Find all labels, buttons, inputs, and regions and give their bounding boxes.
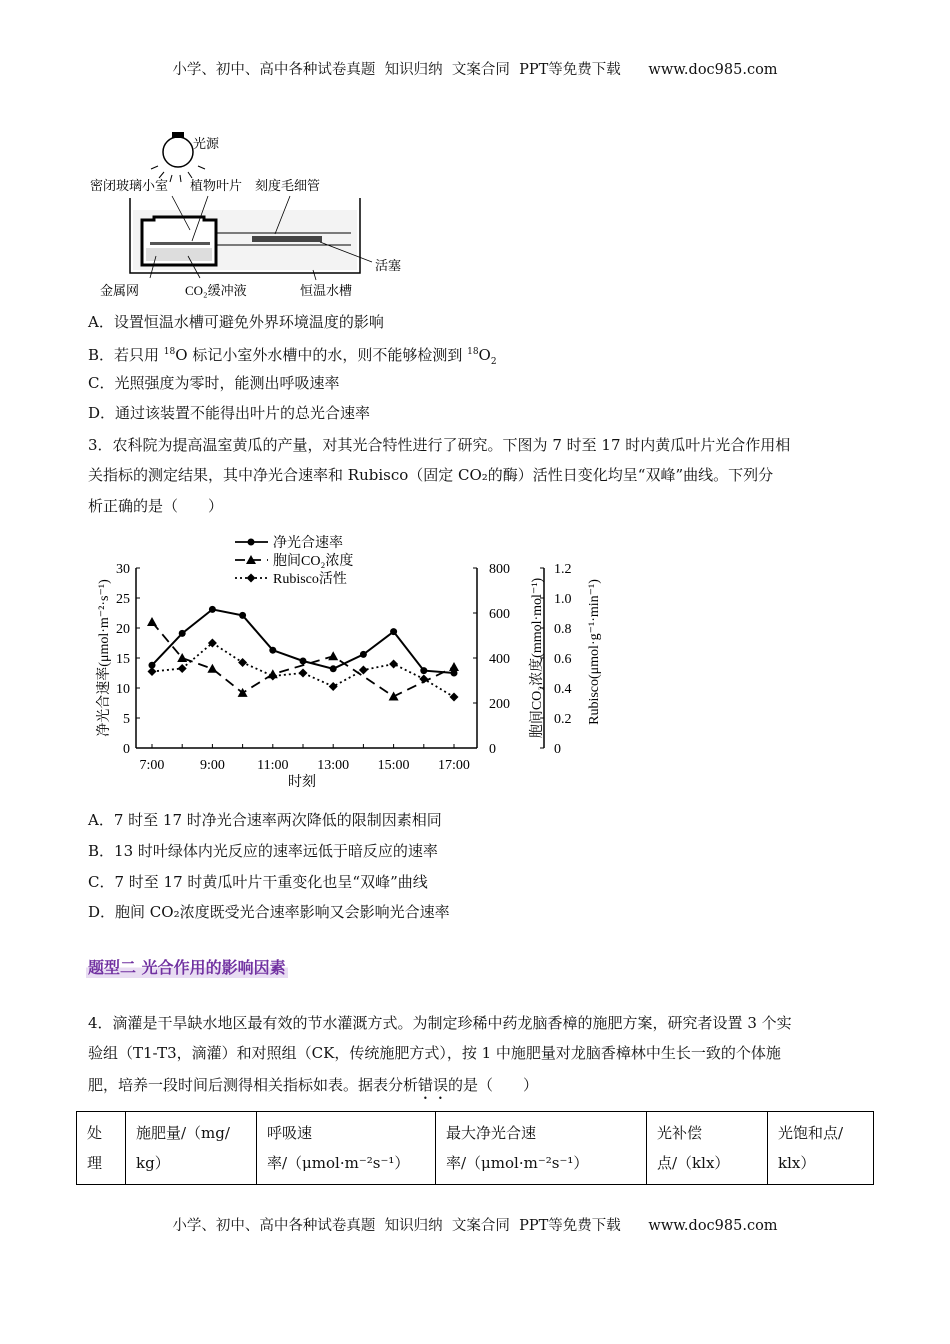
data-point [209, 606, 216, 613]
data-point [360, 651, 367, 658]
data-point [268, 672, 277, 681]
data-point [389, 660, 398, 669]
data-point [148, 667, 157, 676]
legend-label: 净光合速率 [273, 536, 343, 551]
x-tick-label: 13:00 [317, 758, 350, 773]
data-point [328, 651, 338, 660]
y-axis-label: 胞间CO₂浓度(mmol·mol⁻¹) [530, 577, 545, 739]
data-point [178, 664, 187, 673]
y-tick-label: 0.4 [554, 682, 572, 697]
x-axis-label: 时刻 [288, 775, 316, 790]
header-cell: 最大净光合速 率/（μmol·m⁻²s⁻¹） [436, 1112, 647, 1185]
y-tick-label: 30 [116, 562, 130, 577]
data-point [299, 669, 308, 678]
y-tick-label: 0.8 [554, 622, 572, 637]
header-cell: 光饱和点/ klx） [768, 1112, 874, 1185]
y-tick-label: 0.6 [554, 652, 572, 667]
svg-text:刻度毛细管: 刻度毛细管 [255, 178, 321, 193]
header-cell: 施肥量/（mg/ kg） [126, 1112, 257, 1185]
data-point [329, 682, 338, 691]
y-axis-label: 净光合速率(μmol·m⁻²·s⁻¹) [97, 579, 112, 737]
data-point [330, 665, 337, 672]
y-tick-label: 1.2 [554, 562, 572, 577]
data-point [207, 664, 217, 673]
y-tick-label: 0.2 [554, 712, 572, 727]
data-point [238, 658, 247, 667]
y-tick-label: 800 [489, 562, 510, 577]
data-point [449, 662, 459, 671]
y-tick-label: 0 [123, 742, 130, 757]
data-point [420, 667, 427, 674]
svg-text:CO₂缓冲液: CO₂缓冲液 [185, 283, 247, 298]
q3-option-d: D．胞间 CO₂浓度既受光合速率影响又会影响光合速率 [88, 903, 450, 921]
q2-option-c: C．光照强度为零时，能测出呼吸速率 [88, 374, 340, 392]
x-tick-label: 11:00 [257, 758, 289, 773]
data-point [359, 666, 368, 675]
data-point [419, 675, 428, 684]
q3-text: 析正确的是（ ） [88, 497, 224, 515]
y-tick-label: 0 [489, 742, 496, 757]
x-tick-label: 7:00 [139, 758, 165, 773]
y-tick-label: 15 [116, 652, 130, 667]
q2-option-b: B．若只用 $^{18}$O 标记小室外水槽中的水，则不能够检测到 $^{18}O_2$ [88, 346, 497, 367]
q2-option-d: D．通过该装置不能得出叶片的总光合速率 [88, 404, 371, 422]
legend-label: 胞间CO₂浓度 [273, 554, 354, 569]
data-point [147, 617, 157, 626]
legend-label: Rubisco活性 [273, 572, 347, 587]
x-tick-label: 15:00 [377, 758, 410, 773]
y-tick-label: 0 [554, 742, 561, 757]
data-point [247, 574, 256, 583]
data-point [389, 691, 399, 700]
x-tick-label: 17:00 [438, 758, 470, 773]
y-tick-label: 600 [489, 607, 510, 622]
data-table [76, 1111, 874, 1185]
q4-text: 4．滴灌是干旱缺水地区最有效的节水灌溉方式。为制定珍稀中药龙脑香樟的施肥方案，研究者设置 3 个实 [88, 1014, 792, 1032]
table-header-row [77, 1112, 874, 1185]
y-tick-label: 25 [116, 592, 130, 607]
y-tick-label: 200 [489, 697, 510, 712]
q3-text: 关指标的测定结果，其中净光合速率和 Rubisco（固定 CO₂的酶）活性日变化均呈“双峰”曲线。下列分 [88, 466, 774, 484]
q3-option-c: C．7 时至 17 时黄瓜叶片干重变化也呈“双峰”曲线 [88, 873, 428, 891]
header-cell: 处 理 [77, 1112, 126, 1185]
header-cell: 呼吸速 率/（μmol·m⁻²s⁻¹） [257, 1112, 436, 1185]
q3-text: 3．农科院为提高温室黄瓜的产量，对其光合特性进行了研究。下图为 7 时至 17 时内黄瓜叶片光合作用相 [88, 436, 791, 454]
data-point [269, 647, 276, 654]
q3-option-a: A．7 时至 17 时净光合速率两次降低的限制因素相同 [88, 811, 442, 829]
y-tick-label: 5 [123, 712, 130, 727]
y-tick-label: 1.0 [554, 592, 572, 607]
data-point [300, 658, 307, 665]
q2-option-a: A．设置恒温水槽可避免外界环境温度的影响 [88, 313, 384, 331]
y-axis-label: Rubisco(μmol·g⁻¹·min⁻¹) [587, 579, 602, 725]
q4-text: 验组（T1-T3，滴灌）和对照组（CK，传统施肥方式），按 1 中施肥量对龙脑香樟林中生长一致的个体施 [88, 1044, 781, 1062]
page-footer: 小学、初中、高中各种试卷真题 知识归纳 文案合同 PPT等免费下载 www.doc985.com [172, 1218, 778, 1234]
svg-text:密闭玻璃小室: 密闭玻璃小室 [90, 178, 169, 193]
svg-text:活塞: 活塞 [375, 258, 402, 273]
page-header: 小学、初中、高中各种试卷真题 知识归纳 文案合同 PPT等免费下载 www.doc985.com [172, 62, 778, 78]
data-point [239, 612, 246, 619]
data-point [390, 628, 397, 635]
data-point [179, 630, 186, 637]
svg-text:植物叶片: 植物叶片 [190, 178, 243, 193]
x-tick-label: 9:00 [199, 758, 225, 773]
y-tick-label: 20 [116, 622, 130, 637]
header-cell: 光补偿 点/（klx） [647, 1112, 768, 1185]
svg-text:恒温水槽: 恒温水槽 [300, 283, 353, 298]
svg-text:光源: 光源 [193, 136, 220, 151]
svg-text:金属网: 金属网 [100, 283, 140, 298]
section-heading: 题型二 光合作用的影响因素 [86, 955, 288, 978]
y-tick-label: 400 [489, 652, 510, 667]
data-point [248, 539, 255, 546]
q3-option-b: B．13 时叶绿体内光反应的速率远低于暗反应的速率 [88, 842, 438, 860]
y-tick-label: 10 [116, 682, 130, 697]
data-point [450, 693, 459, 702]
q4-text: 肥，培养一段时间后测得相关指标如表。据表分析错误的是（ ） [88, 1076, 539, 1094]
